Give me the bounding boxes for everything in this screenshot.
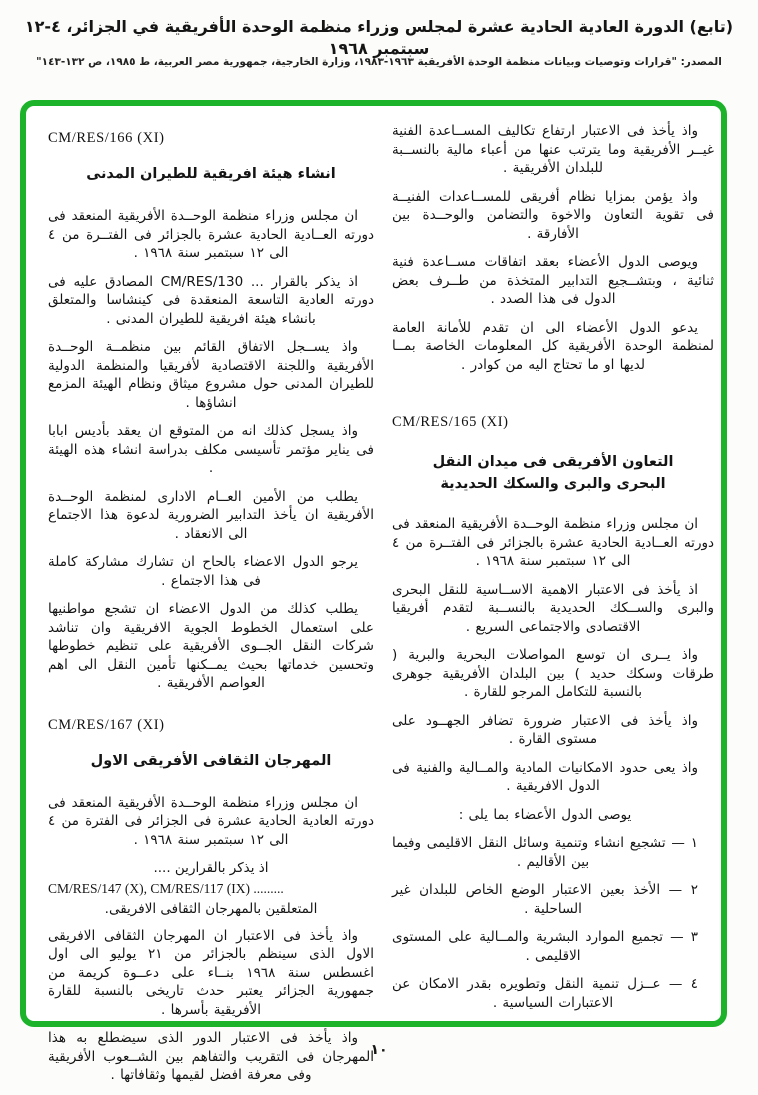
resolution-title: المهرجان الثقافى الأفريقى الاول [90,752,332,769]
page-header-title: (تابع) الدورة العادية الحادية عشرة لمجلس وزراء منظمة الوحدة الأفريقية في الجزائر، ٤-١٢ سبتمبر ١٩٦٨ [24,17,734,58]
paragraph: واذ يأخذ فى الاعتبار الدور الذى سيضطلع به هذا المهرجان فى التقريب والتفاهم بين الشــعوب الأفريقية وفى معرفة افضل لقيمها وثقافاتها . [48,1030,374,1083]
paragraph: يوصى الدول الأعضاء بما يلى : [458,806,632,823]
paragraph: يدعو الدول الأعضاء الى ان تقدم للأمانة العامة لمنظمة الوحدة الأفريقية كل المعلومات الخاصة بمــا لديها او ما تحتاج اليه من كوادر . [392,319,714,373]
resolution-title: البحرى والبرى والسكك الحديدية [440,476,666,492]
resolution-references: CM/RES/147 (X), CM/RES/117 (IX) ......... [48,880,284,896]
paragraph: واذ يسجل كذلك انه من المتوقع ان يعقد بأديس ابابا فى يناير مؤتمر تأسيسى مكلف بدراسة انشاء هذه الهيئة . [48,423,374,476]
paragraph: المتعلقين بالمهرجان الثقافى الافريقى. [104,901,318,917]
list-item: ١ — تشجيع انشاء وتنمية وسائل النقل الاقليمى وفيما بين الأقاليم . [392,835,698,870]
paragraph: واذ يعى حدود الامكانيات المادية والمــالية والفنية فى الدول الافريقية . [392,759,698,794]
list-item: ٣ — تجميع الموارد البشرية والمــالية على المستوى الاقليمى . [392,929,698,964]
paragraph: واذ يؤمن بمزايا نظام أفريقى للمســاعدات الفنيــة فى تقوية التعاون والاخوة والتضامن والوحــدة بين الأفارقة . [392,188,714,242]
column-right [392,122,714,1022]
paragraph: اذ يأخذ فى الاعتبار الاهمية الاســاسية للنقل البحرى والبرى والســكك الحديدية بالنســبة لتقدم أفريقيا الاقتصادى والاجتماعى السريع . [392,581,714,635]
paragraph: ان مجلس وزراء منظمة الوحــدة الأفريقية المنعقد فى دورته العــادية الحادية عشرة بالجزائر فى الفتــرة من ٤ الى ١٢ سبتمبر سنة ١٩٦٨ . [48,208,374,261]
paragraph: ان مجلس وزراء منظمة الوحــدة الأفريقية المنعقد فى دورته العادية الحادية عشرة فى الجزائر فى الفترة من ٤ الى ١٢ سبتمبر سنة ١٩٦٨ . [48,794,374,848]
list-item: ٤ — عــزل تنمية النقل وتطويره بقدر الامكان عن الاعتبارات السياسية . [392,976,698,1011]
resolution-title: انشاء هيئة افريقية للطيران المدنى [86,166,336,182]
paragraph: واذ يــرى ان توسع المواصلات البحرية والبرية ( طرقات وسكك حديد ) بين البلدان الأفريقية جوهرى بالنسبة للتكامل المرجو للقارة . [392,647,714,700]
resolution-number: CM/RES/167 (XI) [48,716,165,733]
paragraph: واذ يأخذ فى الاعتبار ارتفاع تكاليف المســاعدة الفنية غيــر الأفريقية وما يترتب عنها من أعباء مالية بالنســبة للبلدان الأفريقية . [392,123,714,176]
paragraph: واذ يســجل الاتفاق القائم بين منظمــة الوحــدة الأفريقية واللجنة الاقتصادية لأفريقيا والمنظمة الدولية للطيران المدنى حول مشروع ميثاق ونظام الهيئة المزمع انشاؤها . [48,339,374,411]
page-header-source: المصدر: "قرارات وتوصيات وبيانات منظمة الوحدة الأفريقية ١٩٦٣-١٩٨٣، وزارة الخارجية، جمهورية مصر العربية، ط ١٩٨٥، ص ١٣٢-١٤٣" [36,56,722,68]
resolution-title: التعاون الأفريقى فى ميدان النقل [432,454,674,470]
paragraph: واذ يأخذ فى الاعتبار ان المهرجان الثقافى الافريقى الاول الذى سينظم بالجزائر من ٢١ يوليو الى اول اغسطس سنة ١٩٦٨ بنــاء على دعــوة كريمة من جمهورية الجزائر يعتبر حدث تاريخى بالنسبة للقارة الأفريقية بأسرها . [48,927,374,1018]
list-item: ٢ — الأخذ بعين الاعتبار الوضع الخاص للبلدان غير الساحلية . [392,882,698,917]
paragraph: اذ يذكر بالقرار ... CM/RES/130 المصادق عليه فى دورته العادية التاسعة المنعقدة فى كينشاسا والمتعلق بانشاء هيئة افريقية للطيران المدنى . [48,273,374,327]
paragraph: واذ يأخذ فى الاعتبار ضرورة تضافر الجهــود على مستوى القارة . [392,712,698,747]
paragraph: يرجو الدول الاعضاء بالحاح ان تشارك مشاركة كاملة فى هذا الاجتماع . [48,554,358,589]
page-number: ١٠ [370,1042,388,1058]
paragraph: ان مجلس وزراء منظمة الوحــدة الأفريقية المنعقد فى دورته العــادية الحادية عشرة بالجزائر فى الفتــرة من ٤ الى ١٢ سبتمبر سنة ١٩٦٨ . [392,516,714,569]
paragraph: ويوصى الدول الأعضاء بعقد اتفاقات مســاعدة فنية ثنائية ، وبتشــجيع التدابير المتخذة من طــرف بعض الدول فى هذا الصدد . [392,254,714,307]
paragraph: اذ يذكر بالقرارين .... [153,860,269,876]
resolution-number: CM/RES/166 (XI) [48,130,165,146]
paragraph: يطلب من الأمين العــام الادارى لمنظمة الوحــدة الأفريقية ان يأخذ التدابير الضرورية لدعوة هذا الاجتماع الى الانعقاد . [48,488,374,542]
column-left [48,130,374,1095]
resolution-number: CM/RES/165 (XI) [392,414,509,430]
paragraph: يطلب كذلك من الدول الاعضاء ان تشجع مواطنيها على استعمال الخطوط الجوية الافريقية وان تناشد شركات النقل الجــوى الأفريقية على تنظيم خطوطها وتحسين خدماتها بحيث يمــكنها تأمين النقل الى اهم العواصم الأفريقية . [48,601,374,691]
